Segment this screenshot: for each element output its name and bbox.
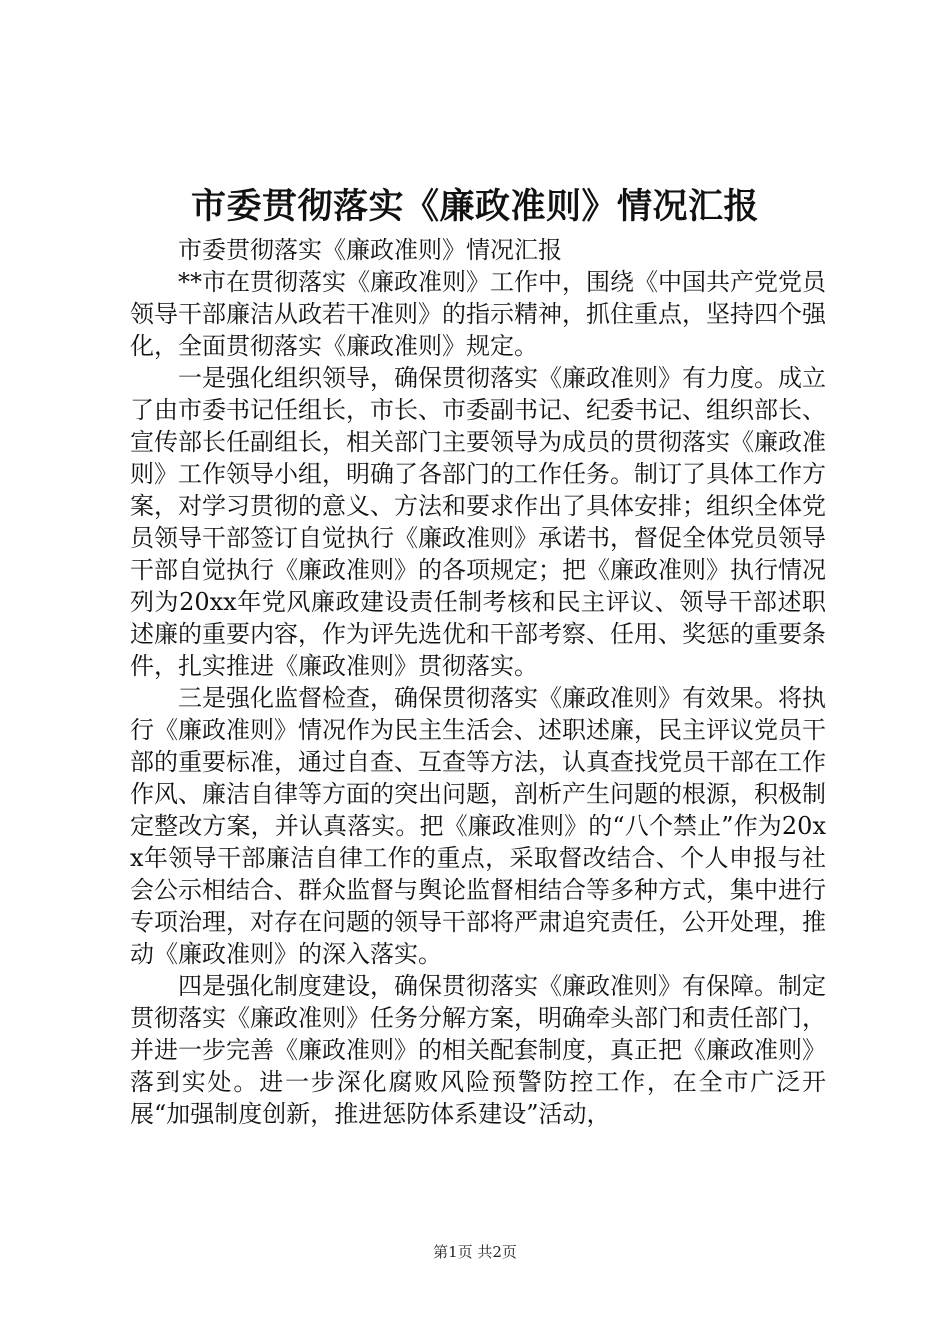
body-paragraph: 三是强化监督检查，确保贯彻落实《廉政准则》有效果。将执行《廉政准则》情况作为民主生活会、述职述廉，民主评议党员干部的重要标准，通过自查、互查等方法，认真查找党员干部在工作作风、廉洁自律等方面的突出问题，剖析产生问题的根源，积极制定整改方案，并认真落实。把《廉政准则》的“八个禁止”作为20xx年领导干部廉洁自律工作的重点，采取督改结合、个人申报与社会公示相结合、群众监督与舆论监督相结合等多种方式，集中进行专项治理，对存在问题的领导干部将严肃追究责任，公开处理，推动《廉政准则》的深入落实。 xyxy=(130,684,826,968)
body-paragraph: 四是强化制度建设，确保贯彻落实《廉政准则》有保障。制定贯彻落实《廉政准则》任务分解方案，明确牵头部门和责任部门，并进一步完善《廉政准则》的相关配套制度，真正把《廉政准则》落到实处。进一步深化腐败风险预警防控工作，在全市广泛开展“加强制度创新，推进惩防体系建设”活动， xyxy=(130,972,826,1128)
page-number-footer: 第1页 共2页 xyxy=(433,1243,517,1261)
document-title: 市委贯彻落实《廉政准则》情况汇报 xyxy=(190,186,759,227)
body-paragraph: 一是强化组织领导，确保贯彻落实《廉政准则》有力度。成立了由市委书记任组长，市长、市委副书记、纪委书记、组织部长、宣传部长任副组长，相关部门主要领导为成员的贯彻落实《廉政准则》工作领导小组，明确了各部门的工作任务。制订了具体工作方案，对学习贯彻的意义、方法和要求作出了具体安排；组织全体党员领导干部签订自觉执行《廉政准则》承诺书，督促全体党员领导干部自觉执行《廉政准则》的各项规定；把《廉政准则》执行情况列为20xx年党风廉政建设责任制考核和民主评议、领导干部述职述廉的重要内容，作为评先选优和干部考察、任用、奖惩的重要条件，扎实推进《廉政准则》贯彻落实。 xyxy=(130,364,826,680)
intro-paragraph: **市在贯彻落实《廉政准则》工作中，围绕《中国共产党党员领导干部廉洁从政若干准则》的指示精神，抓住重点，坚持四个强化，全面贯彻落实《廉政准则》规定。 xyxy=(130,268,826,360)
subtitle-paragraph: 市委贯彻落实《廉政准则》情况汇报 xyxy=(178,236,562,264)
document-body xyxy=(130,234,826,1130)
